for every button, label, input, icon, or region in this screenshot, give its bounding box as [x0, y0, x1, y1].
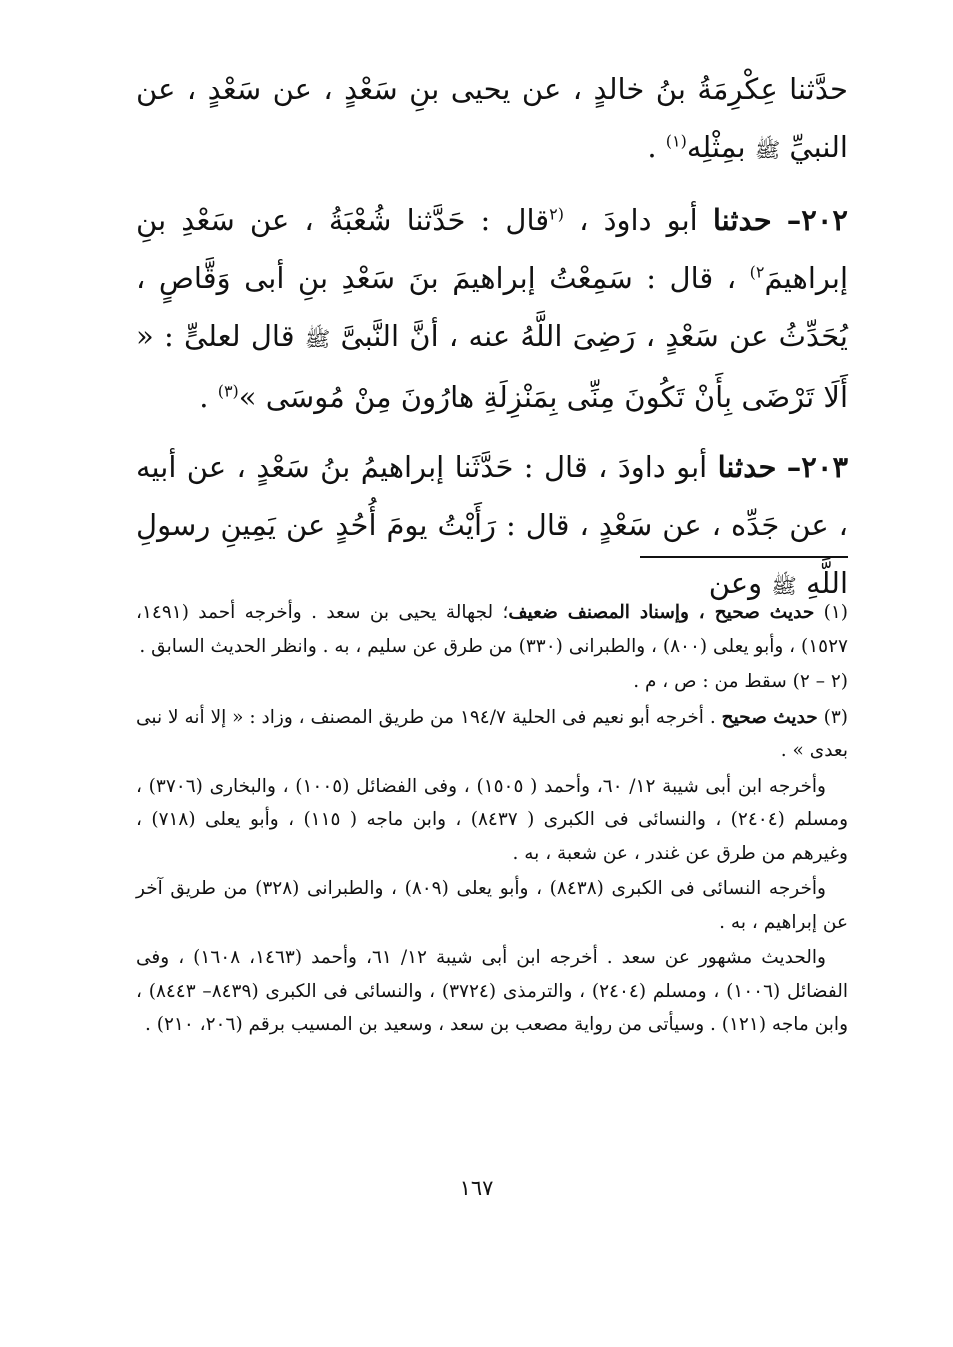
- footnote-text: وأخرجه ابن أبى شيبة ١٢/ ٦٠، وأحمد ( ١٥٠٥) ، وفى الفضائل (١٠٠٥) ، والبخارى (٣٧٠٦) ، ومسلم (٢٤٠٤) ، والنسائى فى الكبرى ( ٨٤٣٧) ، وابن ماجه ( ١١٥) ، وأبو يعلى (٧١٨) ، وغيرهم من طرق عن غندر ، عن شعبة ، به .: [136, 775, 849, 864]
- footnote-grade: حديث صحيح: [721, 706, 818, 728]
- text-segment: أبو داودَ ،: [579, 203, 698, 237]
- footnote-number: (١): [823, 602, 848, 623]
- footnote-marker: (٣): [217, 381, 239, 401]
- hadith-opening-word: حدثنا: [717, 450, 777, 484]
- hadith-opening-word: حدثنا: [712, 203, 772, 237]
- footnote-text: (٢ – ٢) سقط من : ص ، م .: [633, 671, 848, 692]
- text-segment: بمِثْلِه: [686, 130, 746, 164]
- footnote-divider: [640, 556, 848, 558]
- hadith-number: ٢٠٣–: [786, 450, 849, 484]
- text-segment: قال لعلىٍّ : « أَلَا تَرْضَى بِأَنْ تَكُونَ مِنِّى بِمَنْزِلَةِ هارُونَ مِنْ مُوسَى »: [136, 319, 848, 414]
- footnote-2: [136, 665, 848, 699]
- text-segment: وعن: [708, 566, 763, 600]
- hadith-202: [136, 191, 848, 426]
- hadith-number: ٢٠٢–: [786, 203, 849, 237]
- footnote-marker: ٢): [749, 262, 765, 282]
- footnote-grade: حديث صحيح ، وإسناد المصنف ضعيف: [508, 602, 815, 623]
- footnotes: [136, 596, 848, 1044]
- book-page: [136, 60, 848, 1320]
- text-segment: .: [647, 130, 657, 164]
- footnote-text: وأخرجه النسائى فى الكبرى (٨٤٣٨) ، وأبو يعلى (٨٠٩) ، والطبرانى (٣٢٨) من طريق آخر عن إبراهيم ، به .: [136, 878, 848, 933]
- footnote-3-continuation: [136, 770, 848, 871]
- paragraph-continuation: [136, 60, 848, 179]
- footnote-marker: (١): [665, 131, 687, 151]
- footnote-1: [136, 596, 848, 663]
- footnote-3-continuation: [136, 872, 848, 939]
- text-segment: ، قال : سَمِعْتُ إبراهيمَ بنَ سَعْدِ بنِ أبى وَقَّاصٍ ، يُحَدِّثُ عن سَعْدٍ ، رَضِىَ اللَّهُ عنه ، أنَّ النَّبىَّ: [136, 261, 848, 353]
- footnote-text: والحديث مشهور عن سعد . أخرجه ابن أبى شيبة ١٢/ ٦١، وأحمد (١٤٦٣، ١٦٠٨) ، وفى الفضائل (١٠٠٦) ، ومسلم (٢٤٠٤) ، والترمذى (٣٧٢٤) ، والنسائى فى الكبرى (٨٤٣٩– ٨٤٤٣) ، وابن ماجه (١٢١) . وسيأتى من رواية مصعب بن سعد ، وسعيد بن المسيب برقم (٢٠٦، ٢١٠) .: [136, 947, 848, 1035]
- text-segment: أبو داودَ ، قال : حَدَّثَنا إبراهيمُ بنُ سَعْدٍ ، عن أبيه ، عن جَدِّه ، عن سَعْدٍ ، قال : رَأَيْتُ يومَ أُحُدٍ عن يَمِينِ رسولِ اللَّهِ: [136, 450, 848, 600]
- text-segment: حدَّثنا عِكْرِمَةُ بنُ خالدٍ ، عن يحيى بنِ سَعْدٍ ، عن سَعْدٍ ، عن النبيِّ: [136, 72, 848, 164]
- text-segment: .: [199, 380, 209, 414]
- footnote-text: . أخرجه أبو نعيم فى الحلية ١٩٤/٧ من طريق المصنف ، وزاد : « إلا أنه لا نبى بعدى » .: [136, 706, 848, 761]
- salutation-glyph: ﷺ: [771, 574, 797, 598]
- footnote-3: [136, 701, 848, 768]
- salutation-glyph: ﷺ: [304, 327, 331, 351]
- hadith-203: [136, 438, 848, 615]
- footnote-number: (٣): [823, 706, 848, 728]
- footnote-text: ؛ لجهالة يحيى بن سعد . وأخرجه أحمد (١٤٩١، ١٥٢٧) ، وأبو يعلى (٨٠٠) ، والطبرانى (٣٣٠) من طرق عن سليم ، به . وانظر الحديث السابق .: [136, 602, 848, 657]
- footnote-3-continuation: [136, 941, 848, 1042]
- salutation-glyph: ﷺ: [754, 138, 781, 162]
- main-text: [136, 60, 848, 615]
- footnote-marker: (٢: [549, 204, 564, 224]
- text-segment: قال : حَدَّثنا شُعْبَةُ ، عن سَعْدِ بنِ إبراهيمَ: [136, 203, 849, 295]
- page-number: ١٦٧: [459, 1176, 494, 1200]
